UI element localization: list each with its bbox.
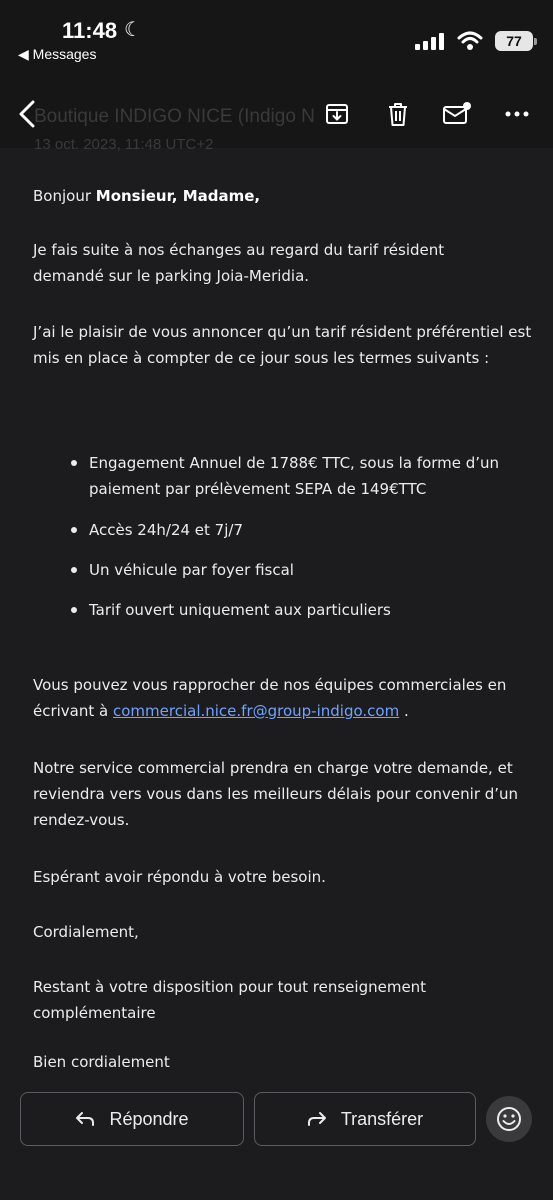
paragraph-3-text: Vous pouvez vous rapprocher de nos équipes commerciales en écrivant à xyxy=(33,676,507,720)
bullet-text: Tarif ouvert uniquement aux particuliers xyxy=(89,601,391,619)
mark-unread-button[interactable] xyxy=(439,96,475,132)
paragraph-6: Cordialement, xyxy=(33,923,139,941)
paragraph-5: Espérant avoir répondu à votre besoin. xyxy=(33,868,326,886)
mail-unread-icon xyxy=(442,101,472,127)
cellular-signal-icon xyxy=(415,32,445,50)
battery-indicator xyxy=(495,31,533,51)
reply-icon xyxy=(75,1111,95,1127)
back-button[interactable] xyxy=(10,96,46,132)
bullet-text: Engagement Annuel de 1788€ TTC, sous la forme d’un paiement par prélèvement SEPA de 149€TTC xyxy=(89,454,500,498)
bullet-item xyxy=(89,597,529,623)
bullet-text: Un véhicule par foyer fiscal xyxy=(89,561,294,579)
bullet-item xyxy=(89,517,529,543)
email-body xyxy=(0,148,553,1088)
wifi-icon xyxy=(457,31,483,51)
paragraph-8: Bien cordialement xyxy=(33,1053,170,1071)
bullet-item xyxy=(89,450,529,502)
forward-button[interactable] xyxy=(254,1092,476,1146)
email-toolbar xyxy=(0,80,553,153)
reply-label: Répondre xyxy=(109,1108,189,1129)
paragraph-4: Notre service commercial prendra en charge votre demande, et reviendra vers vous dans les meilleurs délais pour convenir d’un rendez-vous. xyxy=(33,759,519,829)
greeting-prefix: Bonjour xyxy=(33,187,96,205)
bullet-item xyxy=(89,557,529,583)
greeting xyxy=(33,183,543,209)
bullet-dot xyxy=(71,527,77,533)
paragraph-3 xyxy=(33,672,533,724)
archive-button[interactable] xyxy=(319,96,355,132)
trash-icon xyxy=(386,101,410,127)
delete-button[interactable] xyxy=(380,96,416,132)
paragraph-3-suffix: . xyxy=(399,702,409,720)
archive-icon xyxy=(324,101,350,127)
email-date: 13 oct. 2023, 11:48 UTC+2 xyxy=(34,136,214,153)
email-subject-title: Boutique INDIGO NICE (Indigo N xyxy=(34,106,315,127)
bullet-dot xyxy=(71,567,77,573)
email-link[interactable]: commercial.nice.fr@group-indigo.com xyxy=(113,702,400,720)
moon-icon: ☾ xyxy=(124,17,142,41)
emoji-reaction-button[interactable] xyxy=(486,1096,532,1142)
more-horizontal-icon xyxy=(505,110,529,118)
greeting-name: Monsieur, Madame, xyxy=(95,187,261,205)
status-bar xyxy=(0,0,553,80)
reply-action-bar xyxy=(0,1082,553,1200)
smiley-icon xyxy=(496,1106,522,1132)
status-time: 11:48 xyxy=(62,18,118,43)
bullet-text: Accès 24h/24 et 7j/7 xyxy=(89,521,243,539)
forward-icon xyxy=(307,1111,327,1127)
bullet-dot xyxy=(71,607,77,613)
paragraph-2: J’ai le plaisir de vous annoncer qu’un tarif résident préférentiel est mis en place à compter de ce jour sous les termes suivants : xyxy=(33,323,532,367)
bullet-dot xyxy=(71,460,77,466)
reply-button[interactable] xyxy=(20,1092,244,1146)
paragraph-1: Je fais suite à nos échanges au regard du tarif résident demandé sur le parking Joia-Meridia. xyxy=(33,241,445,285)
back-to-messages-link[interactable]: ◀ Messages xyxy=(18,46,97,62)
more-options-button[interactable] xyxy=(499,96,535,132)
chevron-left-icon xyxy=(16,99,40,129)
forward-label: Transférer xyxy=(340,1108,424,1129)
paragraph-7: Restant à votre disposition pour tout renseignement complémentaire xyxy=(33,978,427,1022)
battery-level: 77 xyxy=(506,33,522,49)
